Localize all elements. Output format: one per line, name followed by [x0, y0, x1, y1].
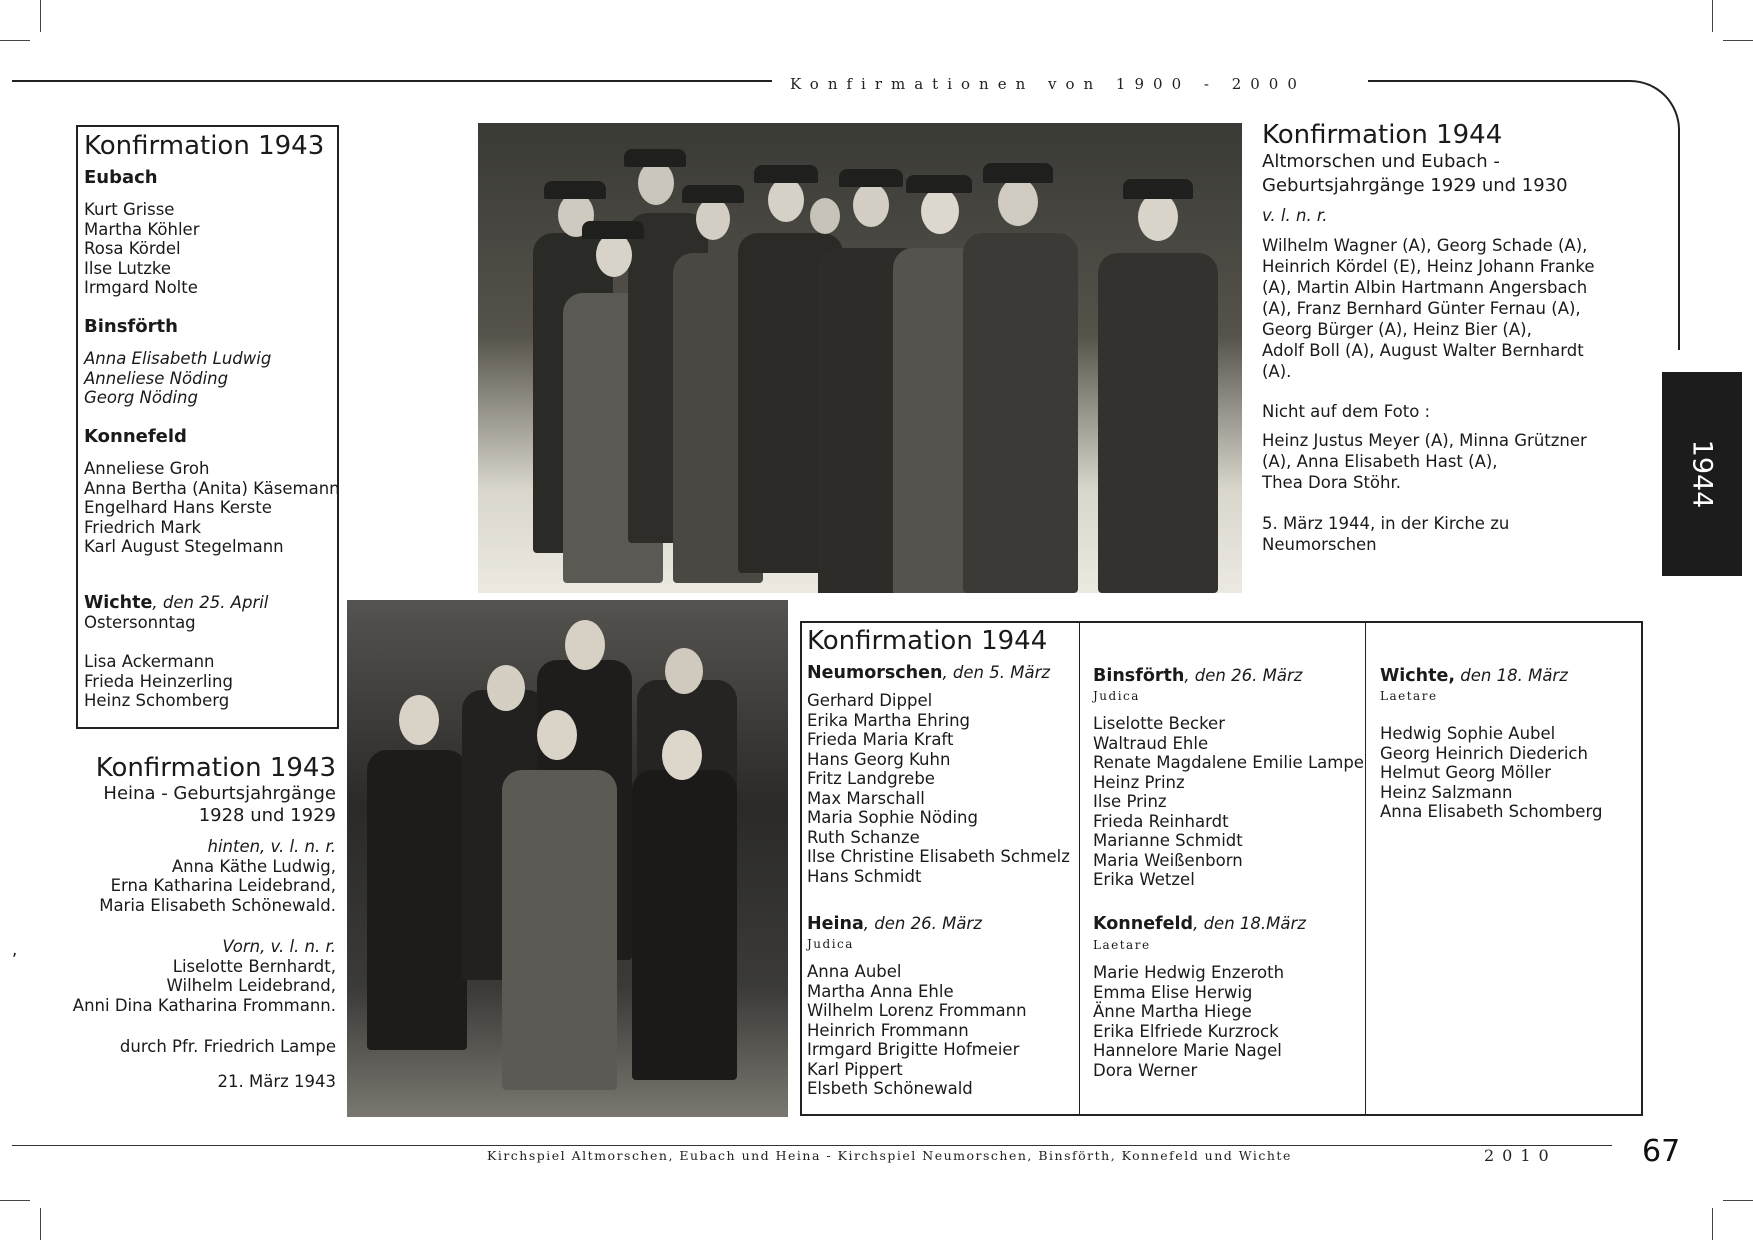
text-line: 5. März 1944, in der Kirche zu	[1262, 514, 1510, 533]
column-divider	[1365, 623, 1366, 1114]
heina-label: Judica	[807, 937, 854, 951]
list-item: Frieda Maria Kraft	[807, 730, 954, 749]
list-item: Georg Nöding	[84, 388, 198, 407]
list-item: Engelhard Hans Kerste	[84, 498, 272, 517]
wichte-heading: Wichte	[84, 593, 153, 613]
heina-names	[807, 962, 1027, 1099]
not-in-photo-label: Nicht auf dem Foto :	[1262, 401, 1431, 421]
not-in-photo-names	[1262, 430, 1602, 493]
eubach-heading: Eubach	[84, 167, 158, 188]
crop-mark	[0, 40, 30, 41]
wichte-1944-date: den 18. März	[1455, 666, 1568, 685]
list-item: Lisa Ackermann	[84, 652, 215, 671]
list-item: Heinrich Frommann	[807, 1020, 969, 1040]
list-item: Heinz Salzmann	[1380, 782, 1513, 802]
list-item: Maria Sophie Nöding	[807, 808, 978, 827]
list-item: Erna Katharina Leidebrand,	[110, 876, 336, 895]
wichte-1944-heading: Wichte,	[1380, 666, 1456, 686]
list-item: Erika Martha Ehring	[807, 710, 971, 730]
list-item: Georg Heinrich Diederich	[1380, 743, 1588, 763]
list-item: Marianne Schmidt	[1093, 831, 1243, 850]
list-item: Frieda Heinzerling	[84, 671, 233, 691]
wichte-1944-label: Laetare	[1380, 689, 1438, 703]
list-item: Anna Elisabeth Ludwig	[84, 349, 272, 368]
text-line: Georg Bürger (A), Heinz Bier (A),	[1262, 319, 1532, 339]
list-item: Waltraud Ehle	[1093, 733, 1209, 753]
photo-confirmation-heina-1943	[347, 600, 788, 1117]
list-item: Anneliese Groh	[84, 459, 210, 478]
heina-1943-subtitle	[60, 783, 336, 827]
list-item: Gerhard Dippel	[807, 691, 933, 710]
list-item: Frieda Reinhardt	[1093, 811, 1229, 831]
list-item: Irmgard Nolte	[84, 278, 198, 297]
list-item: Anna Elisabeth Schomberg	[1380, 802, 1603, 821]
konnefeld-heading: Konnefeld	[84, 426, 187, 447]
crop-mark	[1723, 1200, 1753, 1201]
list-item: Dora Werner	[1093, 1060, 1198, 1080]
konnefeld-names	[84, 459, 340, 557]
eubach-names	[84, 200, 199, 298]
list-item: Liselotte Bernhardt,	[172, 956, 336, 976]
text-line: (A), Anna Elisabeth Hast (A),	[1262, 452, 1498, 471]
crop-mark	[1712, 1208, 1713, 1240]
header-rule-right	[1368, 80, 1622, 82]
list-item: Kurt Grisse	[84, 200, 175, 219]
text-line: Neumorschen	[1262, 535, 1377, 554]
konnefeld-1944-label: Laetare	[1093, 938, 1151, 952]
front-row-names	[60, 957, 336, 1016]
list-item: Heinz Prinz	[1093, 772, 1185, 792]
altmorschen-1944-title: Konfirmation 1944	[1262, 120, 1503, 150]
box-konfirmation-1944	[800, 621, 1643, 1116]
neumorschen-heading: Neumorschen	[807, 663, 943, 683]
list-item: Helmut Georg Möller	[1380, 763, 1552, 782]
neumorschen-date: , den 5. März	[942, 663, 1051, 682]
list-item: Hannelore Marie Nagel	[1093, 1041, 1282, 1060]
list-item: Ruth Schanze	[807, 827, 920, 847]
year-tab	[1662, 372, 1742, 576]
list-item: Erika Wetzel	[1093, 870, 1195, 889]
list-item: Rosa Kördel	[84, 239, 181, 258]
pastor-line: durch Pfr. Friedrich Lampe	[119, 1037, 336, 1056]
binsfoerth-names	[84, 349, 271, 408]
table-1944-title: Konfirmation 1944	[807, 626, 1048, 656]
altmorschen-1944-subtitle	[1262, 150, 1602, 198]
footer-year: 2010	[1484, 1146, 1557, 1165]
list-item: Elsbeth Schönewald	[807, 1079, 973, 1098]
list-item: Erika Elfriede Kurzrock	[1093, 1021, 1279, 1041]
neumorschen-heading-line	[807, 663, 1050, 684]
binsfoerth-1944-date: , den 26. März	[1184, 666, 1303, 685]
list-item: Hans Georg Kuhn	[807, 749, 951, 769]
running-header: Konfirmationen von 1900 - 2000	[790, 75, 1306, 93]
neumorschen-names	[807, 691, 1070, 886]
list-item: Marie Hedwig Enzeroth	[1093, 963, 1285, 982]
wichte-heading-line	[84, 593, 268, 614]
event-info	[1262, 513, 1602, 555]
header-curve	[1620, 80, 1680, 350]
heina-date: , den 26. März	[863, 914, 982, 933]
list-item: Karl August Stegelmann	[84, 537, 284, 556]
crop-mark	[40, 1208, 41, 1240]
year-tab-label: 1944	[1686, 439, 1718, 509]
text-line: (A), Franz Bernhard Günter Fernau (A),	[1262, 298, 1581, 318]
list-item: Renate Magdalene Emilie Lampe	[1093, 753, 1364, 772]
subtitle-line: Altmorschen und Eubach -	[1262, 151, 1500, 172]
list-item: Hedwig Sophie Aubel	[1380, 724, 1556, 743]
wichte-names	[84, 652, 233, 711]
list-item: Irmgard Brigitte Hofmeier	[807, 1040, 1020, 1059]
text-line: Wilhelm Wagner (A), Georg Schade (A),	[1262, 235, 1588, 255]
footer-rule	[12, 1145, 1612, 1146]
list-item: Liselotte Becker	[1093, 714, 1225, 733]
list-item: Fritz Landgrebe	[807, 769, 935, 788]
list-item: Heinz Schomberg	[84, 691, 230, 710]
list-item: Martha Köhler	[84, 219, 200, 239]
list-item: Ilse Prinz	[1093, 792, 1167, 811]
running-footer: Kirchspiel Altmorschen, Eubach und Heina - Kirchspiel Neumorschen, Binsförth, Konnefeld und Wichte	[487, 1148, 1292, 1163]
heina-1943-date: 21. März 1943	[217, 1071, 336, 1091]
front-row-label: Vorn, v. l. n. r.	[222, 937, 336, 956]
binsfoerth-1944-label: Judica	[1093, 689, 1140, 703]
binsfoerth-heading: Binsförth	[84, 316, 178, 337]
binsfoerth-1944-heading: Binsförth	[1093, 666, 1185, 686]
box-konfirmation-1943	[76, 125, 339, 729]
altmorschen-1944-names	[1262, 235, 1602, 382]
list-item: Hans Schmidt	[807, 866, 922, 886]
list-item: Ilse Lutzke	[84, 258, 172, 278]
order-label: v. l. n. r.	[1262, 206, 1328, 225]
back-row-label: hinten, v. l. n. r.	[207, 837, 336, 856]
list-item: Martha Anna Ehle	[807, 981, 954, 1001]
subtitle-line: Geburtsjahrgänge 1929 und 1930	[1262, 175, 1568, 196]
list-item: Ilse Christine Elisabeth Schmelz	[807, 847, 1070, 866]
back-row-names	[60, 857, 336, 916]
crop-mark	[40, 0, 41, 32]
binsfoerth-1944-heading-line	[1093, 666, 1302, 687]
konnefeld-1944-names	[1093, 963, 1284, 1080]
heina-1943-caption	[60, 753, 336, 1091]
list-item: Anni Dina Katharina Frommann.	[72, 995, 336, 1015]
text-line: Thea Dora Stöhr.	[1262, 473, 1401, 492]
list-item: Anna Käthe Ludwig,	[171, 856, 336, 876]
text-line: (A).	[1262, 361, 1292, 381]
list-item: Anneliese Nöding	[84, 368, 229, 388]
binsfoerth-1944-names	[1093, 714, 1364, 890]
list-item: Anna Aubel	[807, 962, 902, 981]
wichte-date: , den 25. April	[152, 593, 269, 612]
crop-mark	[1712, 0, 1713, 32]
list-item: Friedrich Mark	[84, 517, 202, 537]
konnefeld-1944-date: , den 18.März	[1193, 914, 1306, 933]
list-item: Wilhelm Lorenz Frommann	[807, 1001, 1027, 1020]
text-line: (A), Martin Albin Hartmann Angersbach	[1262, 277, 1588, 297]
list-item: Maria Elisabeth Schönewald.	[99, 895, 336, 915]
box-1943-title: Konfirmation 1943	[84, 131, 325, 161]
page-number: 67	[1642, 1134, 1681, 1169]
konnefeld-1944-heading: Konnefeld	[1093, 914, 1194, 934]
subtitle-line: Heina - Geburtsjahrgänge	[103, 783, 336, 804]
list-item: Änne Martha Hiege	[1093, 1002, 1252, 1021]
heina-1943-title: Konfirmation 1943	[95, 753, 336, 783]
wichte-1944-heading-line	[1380, 666, 1568, 687]
subtitle-line: 1928 und 1929	[198, 805, 336, 826]
crop-mark	[0, 1200, 30, 1201]
photo-confirmation-boys-1944	[478, 123, 1242, 593]
column-divider	[1079, 623, 1080, 1114]
list-item: Wilhelm Leidebrand,	[166, 976, 336, 995]
wichte-occasion: Ostersonntag	[84, 613, 196, 632]
crop-mark	[1723, 40, 1753, 41]
list-item: Maria Weißenborn	[1093, 850, 1243, 870]
text-line: Adolf Boll (A), August Walter Bernhardt	[1262, 340, 1584, 360]
altmorschen-1944-caption	[1262, 120, 1602, 555]
heina-heading-line	[807, 914, 982, 935]
text-line: Heinrich Kördel (E), Heinz Johann Franke	[1262, 256, 1595, 276]
list-item: Anna Bertha (Anita) Käsemann	[84, 478, 340, 498]
heina-heading: Heina	[807, 914, 864, 934]
stray-mark: ,	[12, 940, 18, 959]
list-item: Karl Pippert	[807, 1059, 903, 1079]
list-item: Emma Elise Herwig	[1093, 982, 1253, 1002]
konnefeld-1944-heading-line	[1093, 914, 1306, 935]
text-line: Heinz Justus Meyer (A), Minna Grützner	[1262, 431, 1587, 450]
list-item: Max Marschall	[807, 788, 925, 808]
wichte-1944-names	[1380, 724, 1602, 822]
header-rule-left	[12, 80, 772, 82]
